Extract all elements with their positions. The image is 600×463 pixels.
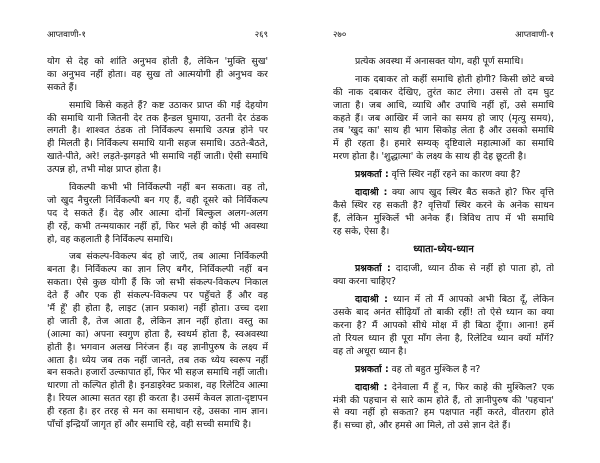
text-line: प्रत्येक अवस्था में अनासक्त योग, वही पूर्ण समाधि। xyxy=(355,56,524,67)
paragraph xyxy=(47,182,268,246)
text-line: विकल्पी कभी भी निर्विकल्पी नहीं बन सकता। वह तो, xyxy=(69,182,268,194)
text-line xyxy=(333,294,554,307)
text-line: करना है? मैं आपको सीधे मोक्ष में ही बिठा दूँगा। आना! हमें xyxy=(333,320,554,332)
speaker-label: प्रश्नकर्ता : xyxy=(355,169,389,181)
running-title: आप्तवाणी-१ xyxy=(47,30,86,40)
paragraph xyxy=(47,100,268,177)
page-number: २६९ xyxy=(254,30,268,40)
text-line: रह सके, ऐसा है। xyxy=(333,225,390,237)
text-line: से क्या नहीं हो सकता? हम पक्षपात नहीं करते, वीतराग होते xyxy=(333,407,554,419)
line-text: क्या आप खुद स्थिर बैठ सकते हो? फिर वृत्ति xyxy=(392,187,554,199)
dialogue-paragraph xyxy=(333,187,554,239)
text-line: वह तो अधूरा ध्यान है। xyxy=(333,345,407,357)
text-line: मरण होता है। 'शुद्धात्मा' के लक्ष्य के साथ ही देह छूटती है। xyxy=(333,151,527,163)
page-body xyxy=(333,56,554,438)
text-line: तो रियल ध्यान ही पूरा माँग लेना है, रिलेटिव ध्यान क्यों माँगें? xyxy=(333,332,554,344)
text-line xyxy=(333,364,554,377)
paragraph xyxy=(333,74,554,164)
line-text: ध्यान में तो मैं आपको अभी बिठा दूँ, लेकिन xyxy=(392,294,554,306)
text-line: बनता है। निर्विकल्प का ज्ञान लिए बगैर, निर्विकल्पी नहीं बन xyxy=(47,264,268,276)
line-text: वह तो बहुत मुश्किल है न? xyxy=(391,363,481,375)
text-line: सकता। ऐसे कुछ योगी हैं कि जो सभी संकल्प-विकल्प निकाल xyxy=(47,277,268,289)
line-text: देनेवाला मैं हूँ न, फिर काहे की मुश्किल? एक xyxy=(391,381,554,393)
text-line xyxy=(333,187,554,200)
text-line: ही रहें, कभी तन्मयाकार नहीं हों, फिर भले ही कोई भी अवस्था xyxy=(47,220,268,232)
text-line: (आत्मा का) अपना स्वगुण होता है, स्वधर्म होता है, स्वअवस्था xyxy=(47,328,268,340)
text-line: नाक दबाकर तो कहीं समाधि होती होगी? किसी छोटे बच्चे xyxy=(355,73,554,85)
text-line: कैसे स्थिर रह सकती है? वृत्तियाँ स्थिर करने के अनेक साधन xyxy=(333,199,554,211)
text-line: उसके बाद अनंत सीढ़ियाँ तो बाकी रहीं! तो ऐसे ध्यान का क्या xyxy=(333,307,554,319)
page-body xyxy=(47,56,268,437)
line-text: दादाजी, ध्यान ठीक से नहीं हो पाता हो, तो xyxy=(395,263,554,275)
paragraph xyxy=(333,56,554,69)
text-line: कहते हैं। जब आखिर में जाने का समय हो जाए (मृत्यु समय), xyxy=(333,112,554,124)
text-line: आता है। ध्येय जब तक नहीं जानते, तब तक ध्येय स्वरूप नहीं xyxy=(47,354,268,366)
paragraph xyxy=(47,251,268,431)
text-line: तब 'खुद का' साथ ही भाग सिकोड़ लेता है और उसको समाधि xyxy=(333,125,554,137)
text-line: 'मैं हूँ' ही होता है, लाइट (ज्ञान प्रकाश) नहीं होता। उच्च दशा xyxy=(47,303,268,315)
text-line: समाधि किसे कहते हैं? कष्ट उठाकर प्राप्त की गई देहयोग xyxy=(69,99,268,111)
text-line: हो, वह कहलाती है निर्विकल्प समाधि। xyxy=(47,233,174,245)
text-line: हैं। सच्चा हो, और हमसे आ मिले, तो उसे ज्ञान देते हैं। xyxy=(333,420,511,432)
text-line: ही रहता है। हर तरह से मन का समाधान रहे, उसका नाम ज्ञान। xyxy=(47,406,268,418)
text-line: का अनुभव नहीं होता। वह सुख तो आत्मयोगी ही अनुभव कर xyxy=(47,68,268,80)
dialogue-paragraph xyxy=(333,294,554,358)
text-line: पाँचों इन्द्रियाँ जागृत हों और समाधि रहे, वही सच्ची समाधि है। xyxy=(47,419,252,431)
text-line: जब संकल्प-विकल्प बंद हो जाएँ, तब आत्मा निर्विकल्पी xyxy=(69,251,268,263)
speaker-label: दादाश्री : xyxy=(355,381,388,393)
text-line: सकते हैं। xyxy=(47,81,78,93)
text-line: लगती है। शाश्वत ठंडक तो निर्विकल्प समाधि उत्पन्न होने पर xyxy=(47,125,268,137)
text-line: हैं, लेकिन मुश्किलें भी अनेक हैं। त्रिविध ताप में भी समाधि xyxy=(333,212,554,224)
dialogue-paragraph xyxy=(333,382,554,434)
page-header xyxy=(47,29,268,41)
paragraph xyxy=(47,56,268,95)
dialogue-paragraph xyxy=(333,263,554,289)
page-number: २७० xyxy=(333,30,347,40)
page-header xyxy=(333,29,554,41)
text-line: की नाक दबाकर देखिए, तुरंत काट लेगा। उससे तो दम घुट xyxy=(333,86,554,98)
text-line: है। रियल आत्मा सतत रहा ही करता है। उसमें केवल ज्ञाता-दृष्टापन xyxy=(47,393,268,405)
speaker-label: प्रश्नकर्ता : xyxy=(355,263,391,275)
line-text: वृत्ति स्थिर नहीं रहने का कारण क्या है? xyxy=(391,169,521,181)
text-line: पद दे सकते हैं। देह और आत्मा दोनों बिल्कुल अलग-अलग xyxy=(47,207,268,219)
text-line xyxy=(333,169,554,182)
text-line: होती है। भगवान अलख निरंजन हैं। वह ज्ञानीपुरुष के लक्ष्य में xyxy=(47,341,268,353)
text-line: में ही रहता है। हमारे सम्यक् दृष्टिवाले महात्माओं का समाधि xyxy=(333,138,554,150)
text-line: उत्पन्न हो, तभी मोक्ष प्राप्त होता है। xyxy=(47,164,162,176)
left-page xyxy=(47,0,268,463)
text-line: धारणा तो कल्पित होती है। इनडाइरेक्ट प्रकाश, वह रिलेटिव आत्मा xyxy=(47,380,268,392)
text-line: खाते-पीते, अरे! लड़ते-झगड़ते भी समाधि नहीं जाती। ऐसी समाधि xyxy=(47,151,268,163)
speaker-label: दादाश्री : xyxy=(355,187,388,199)
text-line: जाता है। जब आधि, व्याधि और उपाधि नहीं हों, उसे समाधि xyxy=(333,99,554,111)
text-line: योग से देह को शांति अनुभव होती है, लेकिन 'मुक्ति सुख' xyxy=(47,56,268,67)
text-line: देते हैं और एक ही संकल्प-विकल्प पर पहुँचते हैं और वह xyxy=(47,290,268,302)
section-heading: ध्याता-ध्येय-ध्यान xyxy=(413,243,474,255)
text-line: की समाधि यानी जितनी देर तक हैन्डल घुमाया, उतनी देर ठंडक xyxy=(47,112,268,124)
text-line xyxy=(333,263,554,276)
running-title: आप्तवाणी-१ xyxy=(515,30,554,40)
dialogue-paragraph xyxy=(333,364,554,377)
text-line xyxy=(333,382,554,395)
speaker-label: प्रश्नकर्ता : xyxy=(355,363,389,375)
dialogue-paragraph xyxy=(333,169,554,182)
text-line: हो जाती है, तेज आता है, लेकिन ज्ञान नहीं होता। वस्तु का xyxy=(47,315,268,327)
right-page xyxy=(333,0,554,463)
text-line: बन सकते। हजारों उल्कापात हों, फिर भी सहज समाधि नहीं जाती। xyxy=(47,367,268,379)
text-line: क्या करना चाहिए? xyxy=(333,276,396,288)
speaker-label: दादाश्री : xyxy=(355,294,388,306)
text-line: जो खुद नैचुरली निर्विकल्पी बन गए हैं, वही दूसरे को निर्विकल्प xyxy=(47,194,268,206)
text-line: ही मिलती है। निर्विकल्प समाधि यानी सहज समाधि। उठते-बैठते, xyxy=(47,138,268,150)
text-line: मंत्री की पहचान से सारे काम होते हैं, तो ज्ञानीपुरुष की 'पहचान' xyxy=(333,394,554,406)
